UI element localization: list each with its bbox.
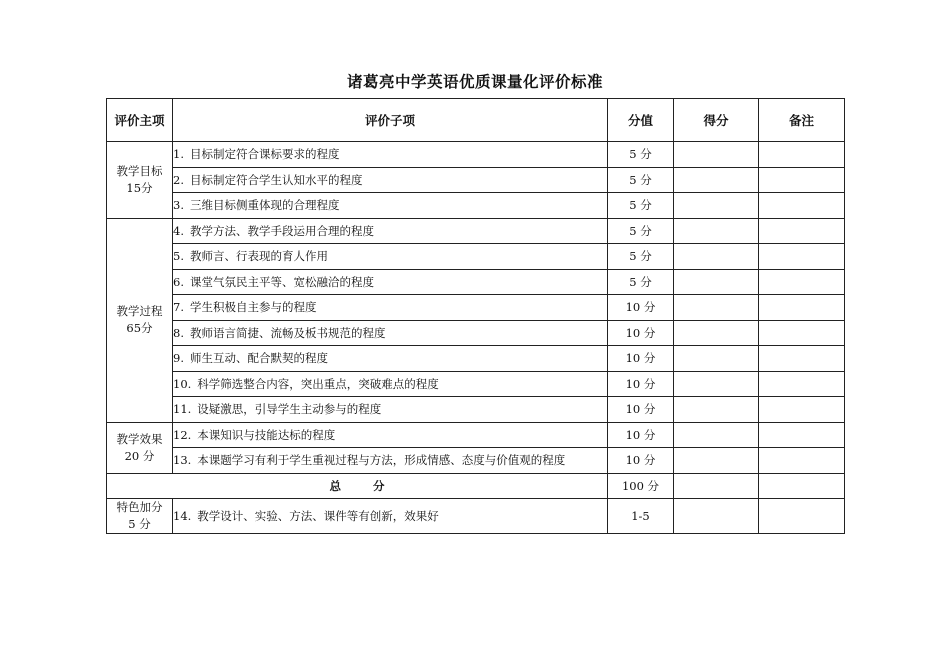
score-cell: 10 分 [608,371,674,397]
item-text: 设疑激思，引导学生主动参与的程度 [197,402,382,417]
obtained-cell[interactable] [674,499,759,534]
table-row [107,167,845,193]
remarks-cell[interactable] [759,397,845,423]
category-name: 特色加分 [116,500,163,514]
subitem-cell [173,244,608,270]
item-text: 目标制定符合课标要求的程度 [189,147,340,162]
subitem-cell [173,320,608,346]
item-number: 12. [173,427,192,442]
subitem-cell [173,499,608,534]
table-row [107,218,845,244]
item-text: 本课题学习有利于学生重视过程与方法，形成情感、态度与价值观的程度 [197,453,566,468]
subitem-cell [173,397,608,423]
header-subitem: 评价子项 [173,99,608,142]
remarks-cell[interactable] [759,142,845,168]
category-points: 65分 [126,321,153,335]
table-row [107,193,845,219]
obtained-cell[interactable] [674,269,759,295]
item-number: 3. [173,198,184,213]
obtained-cell[interactable] [674,422,759,448]
category-cell [107,218,173,422]
subitem-cell [173,422,608,448]
item-number: 4. [173,223,184,238]
score-cell: 5 分 [608,142,674,168]
item-text: 课堂气氛民主平等、宽松融洽的程度 [189,274,374,289]
score-cell: 5 分 [608,218,674,244]
table-row [107,422,845,448]
score-cell: 5 分 [608,269,674,295]
score-cell: 5 分 [608,244,674,270]
obtained-cell[interactable] [674,448,759,474]
obtained-cell[interactable] [674,295,759,321]
obtained-cell[interactable] [674,371,759,397]
subitem-cell [173,142,608,168]
remarks-cell[interactable] [759,448,845,474]
item-number: 14. [173,509,192,523]
obtained-cell[interactable] [674,397,759,423]
score-cell: 5 分 [608,193,674,219]
remarks-cell[interactable] [759,269,845,295]
obtained-cell[interactable] [674,346,759,372]
score-cell: 1-5 [608,499,674,534]
subitem-cell [173,218,608,244]
table-row [107,371,845,397]
subitem-cell [173,346,608,372]
score-cell: 10 分 [608,346,674,372]
item-text: 三维目标侧重体现的合理程度 [189,198,340,213]
page-title: 诸葛亮中学英语优质课量化评价标准 [346,73,603,91]
score-cell: 10 分 [608,397,674,423]
remarks-cell[interactable] [759,346,845,372]
score-cell: 5 分 [608,167,674,193]
obtained-cell[interactable] [674,193,759,219]
item-number: 7. [173,300,184,315]
remarks-cell[interactable] [759,473,845,499]
remarks-cell[interactable] [759,167,845,193]
item-text: 师生互动、配合默契的程度 [189,351,328,366]
category-points: 15分 [126,180,153,195]
item-number: 5. [173,249,184,264]
item-number: 6. [173,274,184,289]
header-category: 评价主项 [107,99,173,142]
remarks-cell[interactable] [759,499,845,534]
obtained-cell[interactable] [674,167,759,193]
table-row [107,142,845,168]
item-text: 学生积极自主参与的程度 [189,300,317,315]
table-row [107,346,845,372]
obtained-cell[interactable] [674,142,759,168]
table-row [107,244,845,270]
item-text: 教学设计、实验、方法、课件等有创新，效果好 [197,509,439,523]
item-number: 2. [173,172,184,187]
obtained-cell[interactable] [674,320,759,346]
category-points: 5 分 [128,517,151,531]
subitem-cell [173,193,608,219]
category-name: 教学过程 [116,304,163,318]
remarks-cell[interactable] [759,320,845,346]
item-number: 11. [173,402,192,417]
item-number: 8. [173,325,184,340]
header-obtained: 得分 [674,99,759,142]
bonus-row [107,499,845,534]
subitem-cell [173,167,608,193]
header-row [107,99,845,142]
score-cell: 10 分 [608,448,674,474]
item-number: 13. [173,453,192,468]
remarks-cell[interactable] [759,422,845,448]
header-remarks: 备注 [759,99,845,142]
table-row [107,448,845,474]
subitem-cell [173,269,608,295]
item-text: 教师语言简捷、流畅及板书规范的程度 [189,325,386,340]
item-text: 目标制定符合学生认知水平的程度 [189,172,363,187]
item-text: 教学方法、教学手段运用合理的程度 [189,223,374,238]
table-row [107,397,845,423]
evaluation-table [106,98,845,534]
subitem-cell [173,448,608,474]
obtained-cell[interactable] [674,244,759,270]
item-text: 科学筛选整合内容，突出重点，突破难点的程度 [197,376,439,391]
category-cell [107,499,173,534]
obtained-cell[interactable] [674,218,759,244]
remarks-cell[interactable] [759,218,845,244]
table-row [107,295,845,321]
category-cell [107,422,173,473]
remarks-cell[interactable] [759,244,845,270]
category-cell [107,142,173,219]
total-label: 总 分 [107,473,608,499]
total-score: 100 分 [608,473,674,499]
subitem-cell [173,295,608,321]
remarks-cell[interactable] [759,193,845,219]
item-number: 1. [173,147,184,162]
remarks-cell[interactable] [759,371,845,397]
header-score: 分值 [608,99,674,142]
subitem-cell [173,371,608,397]
remarks-cell[interactable] [759,295,845,321]
obtained-cell[interactable] [674,473,759,499]
category-name: 教学目标 [116,163,163,178]
table-row [107,269,845,295]
item-text: 本课知识与技能达标的程度 [197,427,336,442]
item-number: 10. [173,376,192,391]
table-row [107,320,845,346]
item-text: 教师言、行表现的育人作用 [189,249,328,264]
category-name: 教学效果 [116,431,163,446]
score-cell: 10 分 [608,320,674,346]
item-number: 9. [173,351,184,366]
category-points: 20 分 [124,448,155,463]
total-row [107,473,845,499]
score-cell: 10 分 [608,422,674,448]
score-cell: 10 分 [608,295,674,321]
